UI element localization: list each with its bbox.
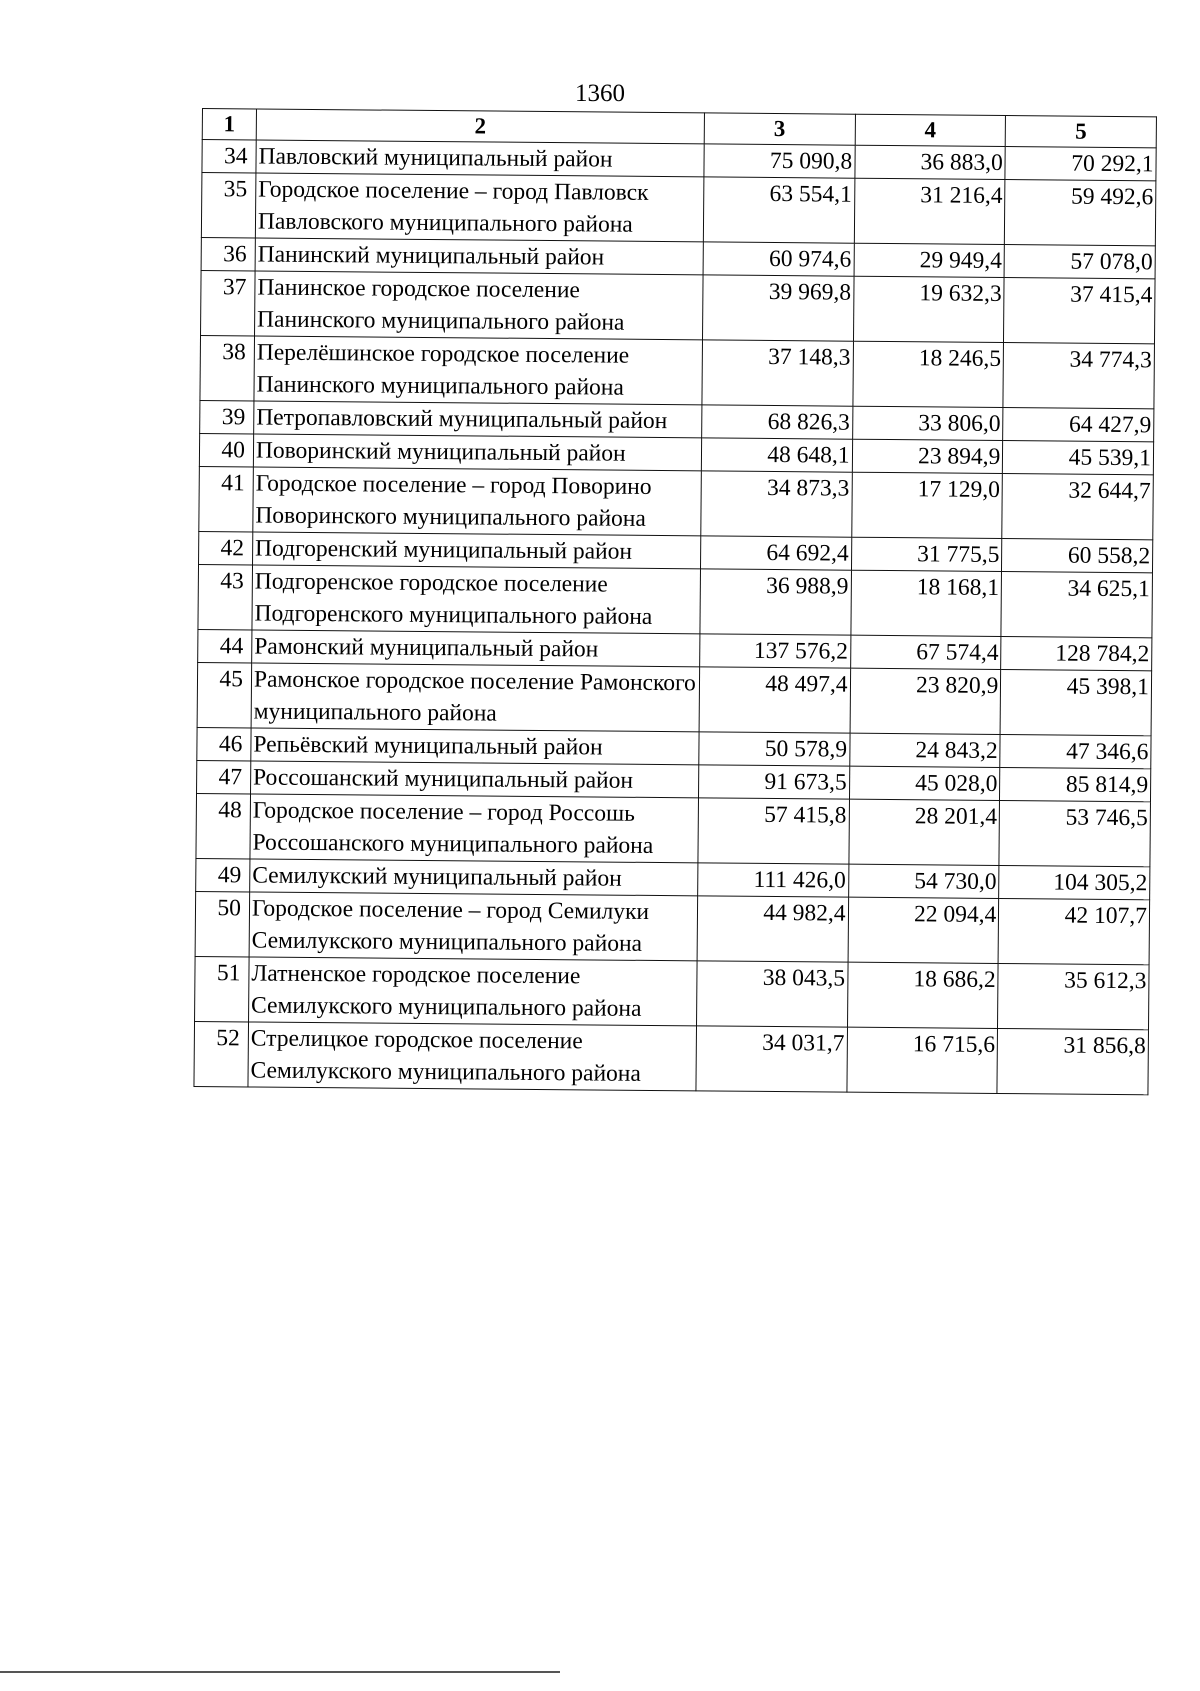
budget-table bbox=[193, 108, 1157, 1095]
row-number: 47 bbox=[197, 760, 251, 793]
table-row bbox=[201, 173, 1156, 246]
municipality-name: Россошанский муниципальный район bbox=[250, 761, 698, 798]
row-number: 43 bbox=[198, 564, 253, 629]
municipality-name: Городское поселение – город Павловск Павловского муниципального района bbox=[255, 173, 704, 242]
value-col-4: 31 775,5 bbox=[851, 537, 1002, 571]
municipality-name: Городское поселение – город Россошь Россошанского муниципального района bbox=[250, 794, 699, 863]
value-col-4: 22 094,4 bbox=[848, 897, 999, 963]
value-col-3: 34 873,3 bbox=[701, 471, 852, 537]
header-cell-3: 3 bbox=[704, 113, 855, 145]
value-col-3: 50 578,9 bbox=[699, 732, 850, 766]
row-number: 40 bbox=[199, 433, 253, 466]
value-col-5: 35 612,3 bbox=[998, 963, 1149, 1029]
value-col-3: 34 031,7 bbox=[696, 1026, 847, 1092]
value-col-4: 45 028,0 bbox=[849, 766, 1000, 800]
value-col-4: 16 715,6 bbox=[847, 1027, 998, 1093]
value-col-3: 64 692,4 bbox=[700, 536, 851, 570]
municipality-name: Поворинский муниципальный район bbox=[253, 434, 701, 471]
value-col-5: 37 415,4 bbox=[1004, 278, 1155, 344]
municipality-name: Городское поселение – город Поворино Поворинского муниципального района bbox=[253, 467, 702, 536]
header-cell-2: 2 bbox=[256, 109, 704, 144]
municipality-name: Городское поселение – город Семилуки Семилукского муниципального района bbox=[249, 892, 698, 961]
value-col-4: 31 216,4 bbox=[854, 178, 1005, 244]
value-col-3: 75 090,8 bbox=[704, 144, 855, 178]
value-col-3: 48 497,4 bbox=[699, 667, 850, 733]
table-row bbox=[194, 1021, 1149, 1094]
value-col-4: 23 894,9 bbox=[852, 439, 1003, 473]
municipality-name: Рамонское городское поселение Рамонского муниципального района bbox=[251, 663, 700, 732]
value-col-5: 64 427,9 bbox=[1003, 408, 1154, 442]
value-col-4: 19 632,3 bbox=[853, 276, 1004, 342]
municipality-name: Павловский муниципальный район bbox=[256, 140, 704, 177]
table-row bbox=[199, 466, 1154, 539]
value-col-3: 38 043,5 bbox=[696, 961, 847, 1027]
row-number: 41 bbox=[199, 466, 254, 531]
scan-edge-line bbox=[0, 1671, 560, 1673]
municipality-name: Подгоренское городское поселение Подгоренского муниципального района bbox=[252, 565, 701, 634]
table-row bbox=[200, 335, 1155, 408]
row-number: 52 bbox=[194, 1021, 249, 1086]
row-number: 42 bbox=[199, 531, 253, 564]
value-col-4: 23 820,9 bbox=[850, 668, 1001, 734]
value-col-3: 37 148,3 bbox=[702, 340, 853, 406]
value-col-3: 91 673,5 bbox=[698, 765, 849, 799]
value-col-5: 45 398,1 bbox=[1000, 669, 1151, 735]
value-col-4: 28 201,4 bbox=[849, 799, 1000, 865]
value-col-5: 47 346,6 bbox=[1000, 734, 1151, 768]
row-number: 38 bbox=[200, 335, 255, 400]
value-col-5: 59 492,6 bbox=[1005, 180, 1156, 246]
row-number: 37 bbox=[201, 270, 256, 335]
value-col-3: 36 988,9 bbox=[700, 569, 851, 635]
header-cell-4: 4 bbox=[855, 114, 1006, 146]
row-number: 50 bbox=[195, 891, 250, 956]
table-row bbox=[198, 564, 1153, 637]
value-col-3: 111 426,0 bbox=[698, 863, 849, 897]
row-number: 36 bbox=[201, 237, 255, 270]
value-col-4: 36 883,0 bbox=[855, 145, 1006, 179]
row-number: 39 bbox=[200, 400, 254, 433]
value-col-3: 60 974,6 bbox=[703, 242, 854, 276]
table-body bbox=[194, 140, 1156, 1095]
table-row bbox=[195, 956, 1150, 1029]
municipality-name: Стрелицкое городское поселение Семилукского муниципального района bbox=[248, 1022, 697, 1091]
value-col-5: 60 558,2 bbox=[1002, 538, 1153, 572]
value-col-4: 54 730,0 bbox=[848, 864, 999, 898]
municipality-name: Подгоренский муниципальный район bbox=[252, 532, 700, 569]
municipality-name: Перелёшинское городское поселение Панинского муниципального района bbox=[254, 336, 703, 405]
value-col-4: 17 129,0 bbox=[851, 472, 1002, 538]
table-row bbox=[201, 270, 1156, 343]
header-cell-1: 1 bbox=[202, 109, 256, 140]
value-col-3: 48 648,1 bbox=[701, 438, 852, 472]
value-col-4: 18 686,2 bbox=[847, 962, 998, 1028]
row-number: 44 bbox=[198, 629, 252, 662]
municipality-name: Петропавловский муниципальный район bbox=[254, 401, 702, 438]
value-col-5: 31 856,8 bbox=[997, 1028, 1148, 1094]
value-col-5: 70 292,1 bbox=[1005, 147, 1156, 181]
page-number: 1360 bbox=[575, 80, 625, 107]
value-col-5: 57 078,0 bbox=[1004, 245, 1155, 279]
value-col-5: 42 107,7 bbox=[998, 898, 1149, 964]
value-col-5: 45 539,1 bbox=[1003, 441, 1154, 475]
municipality-name: Рамонский муниципальный район bbox=[252, 630, 700, 667]
header-cell-5: 5 bbox=[1005, 116, 1156, 148]
value-col-5: 128 784,2 bbox=[1001, 636, 1152, 670]
row-number: 45 bbox=[197, 662, 252, 727]
value-col-3: 57 415,8 bbox=[698, 798, 849, 864]
value-col-5: 53 746,5 bbox=[999, 800, 1150, 866]
municipality-name: Латненское городское поселение Семилукского муниципального района bbox=[248, 957, 697, 1026]
value-col-3: 63 554,1 bbox=[703, 177, 854, 243]
municipality-name: Семилукский муниципальный район bbox=[250, 859, 698, 896]
municipality-name: Панинский муниципальный район bbox=[255, 238, 703, 275]
row-number: 46 bbox=[197, 727, 251, 760]
value-col-4: 33 806,0 bbox=[852, 406, 1003, 440]
row-number: 35 bbox=[201, 173, 256, 238]
value-col-4: 29 949,4 bbox=[854, 243, 1005, 277]
value-col-5: 34 625,1 bbox=[1001, 571, 1152, 637]
row-number: 48 bbox=[196, 793, 251, 858]
value-col-3: 39 969,8 bbox=[702, 275, 853, 341]
table-row bbox=[197, 662, 1152, 735]
value-col-4: 18 246,5 bbox=[853, 341, 1004, 407]
table-row bbox=[195, 891, 1150, 964]
row-number: 51 bbox=[195, 956, 250, 1021]
municipality-name: Панинское городское поселение Панинского муниципального района bbox=[254, 271, 703, 340]
value-col-5: 32 644,7 bbox=[1002, 474, 1153, 540]
value-col-3: 137 576,2 bbox=[700, 634, 851, 668]
value-col-4: 67 574,4 bbox=[850, 635, 1001, 669]
row-number: 49 bbox=[196, 858, 250, 891]
value-col-3: 68 826,3 bbox=[702, 405, 853, 439]
value-col-4: 18 168,1 bbox=[851, 570, 1002, 636]
value-col-5: 85 814,9 bbox=[1000, 767, 1151, 801]
row-number: 34 bbox=[202, 140, 256, 173]
value-col-5: 104 305,2 bbox=[999, 865, 1150, 899]
value-col-3: 44 982,4 bbox=[697, 896, 848, 962]
value-col-4: 24 843,2 bbox=[849, 733, 1000, 767]
table-row bbox=[196, 793, 1151, 866]
municipality-name: Репьёвский муниципальный район bbox=[251, 728, 699, 765]
value-col-5: 34 774,3 bbox=[1003, 343, 1154, 409]
